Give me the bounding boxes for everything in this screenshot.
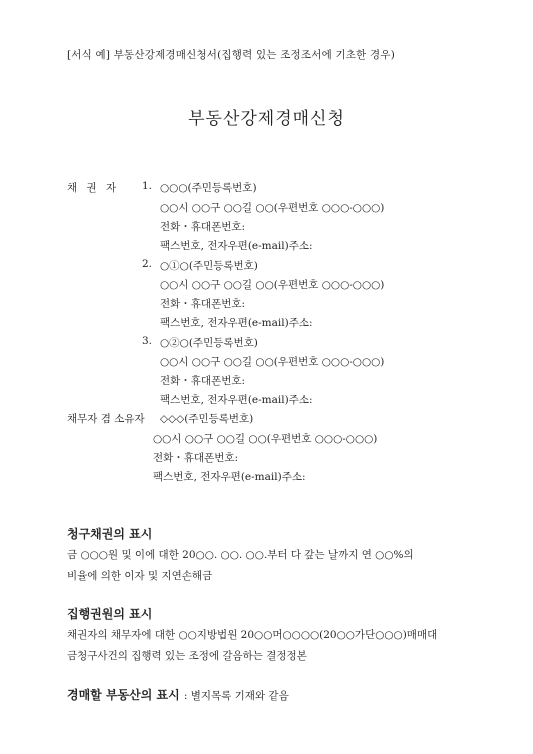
- creditor-2-phone: 전화・휴대폰번호:: [160, 298, 246, 310]
- creditor-label: 채 권 자: [67, 182, 120, 194]
- claim-heading: 청구채권의 표시: [67, 527, 153, 541]
- creditor-3-num: 3.: [142, 335, 153, 347]
- form-header: [서식 예] 부동산강제경매신청서(집행력 있는 조정조서에 기초한 경우): [67, 49, 396, 61]
- document-title: 부동산강제경매신청: [188, 109, 345, 129]
- creditor-3-address: ○○시 ○○구 ○○길 ○○(우편번호 ○○○-○○○): [160, 356, 385, 368]
- creditor-3-phone: 전화・휴대폰번호:: [160, 375, 246, 387]
- property-line: [67, 686, 289, 703]
- creditor-1-address: ○○시 ○○구 ○○길 ○○(우편번호 ○○○-○○○): [160, 202, 385, 214]
- creditor-1-fax-email: 팩스번호, 전자우편(e-mail)주소:: [160, 240, 313, 252]
- execution-heading: 집행권원의 표시: [67, 607, 153, 621]
- execution-text-line1: 채권자의 채무자에 대한 ○○지방법원 20○○머○○○○(20○○가단○○○)매매대: [67, 629, 438, 641]
- creditor-1-name: ○○○(주민등록번호): [160, 182, 257, 194]
- creditor-3-name: ○②○(주민등록번호): [160, 337, 258, 349]
- debtor-name: ◇◇◇(주민등록번호): [160, 413, 254, 425]
- creditor-1-num: 1.: [142, 180, 153, 192]
- creditor-2-num: 2.: [142, 258, 153, 270]
- debtor-fax-email: 팩스번호, 전자우편(e-mail)주소:: [153, 471, 306, 483]
- creditor-3-fax-email: 팩스번호, 전자우편(e-mail)주소:: [160, 394, 313, 406]
- property-heading: 경매할 부동산의 표시: [67, 688, 180, 702]
- debtor-label: 채무자 겸 소유자: [67, 413, 145, 425]
- creditor-2-name: ○①○(주민등록번호): [160, 260, 258, 272]
- execution-text-line2: 금청구사건의 집행력 있는 조정에 갈음하는 결정정본: [67, 650, 307, 662]
- claim-text-line2: 비율에 의한 이자 및 지연손해금: [67, 570, 213, 582]
- creditor-2-address: ○○시 ○○구 ○○길 ○○(우편번호 ○○○-○○○): [160, 279, 385, 291]
- creditor-1-phone: 전화・휴대폰번호:: [160, 221, 246, 233]
- creditor-2-fax-email: 팩스번호, 전자우편(e-mail)주소:: [160, 317, 313, 329]
- property-text: : 별지목록 기재와 같음: [183, 690, 289, 702]
- claim-text-line1: 금 ○○○원 및 이에 대한 20○○. ○○. ○○.부터 다 갚는 날까지 연 ○○%의: [67, 549, 414, 561]
- debtor-address: ○○시 ○○구 ○○길 ○○(우편번호 ○○○-○○○): [153, 433, 378, 445]
- debtor-phone: 전화・휴대폰번호:: [153, 452, 239, 464]
